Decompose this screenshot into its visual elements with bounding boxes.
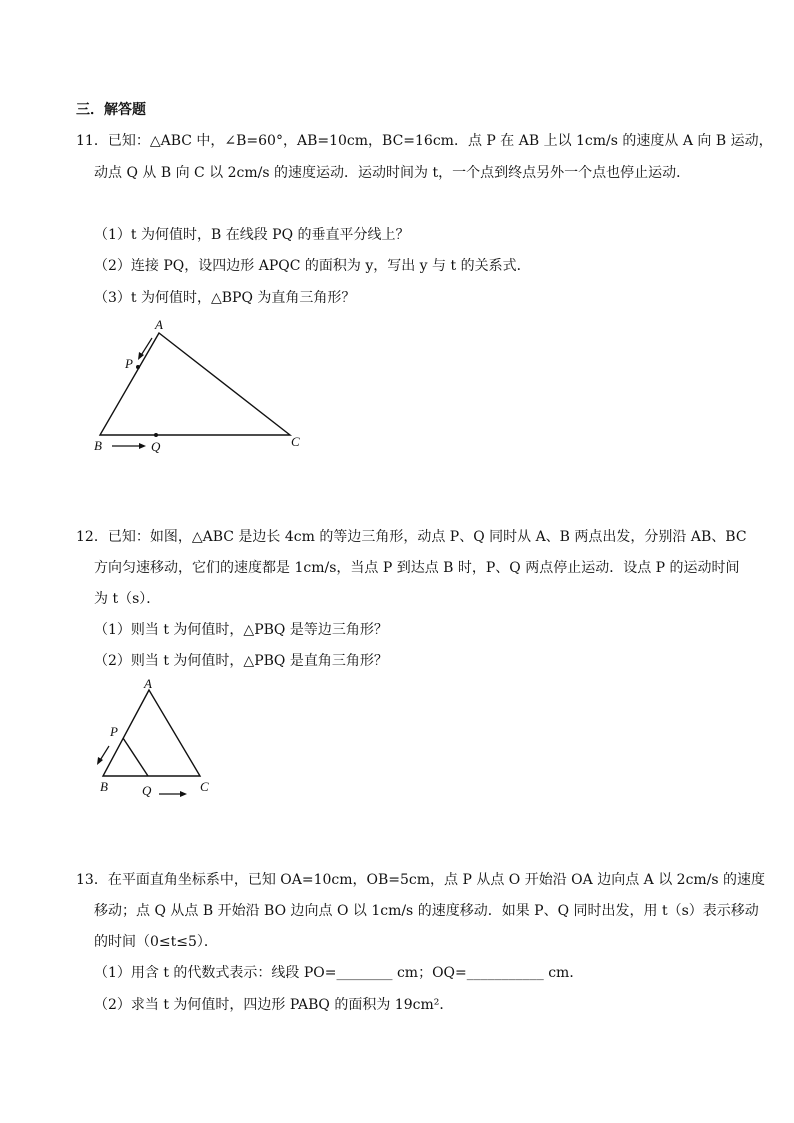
problem-12-figure bbox=[88, 676, 228, 804]
label-q: Q bbox=[151, 439, 161, 454]
triangle-abc bbox=[100, 333, 290, 435]
problem-11-line-2: 动点 Q 从 B 向 C 以 2cm/s 的速度运动．运动时间为 t，一个点到终点另外一个点也停止运动． bbox=[94, 165, 691, 181]
problem-11-question-2: （2）连接 PQ，设四边形 APQC 的面积为 y，写出 y 与 t 的关系式． bbox=[94, 258, 531, 274]
problem-13-line-1: 13．在平面直角坐标系中，已知 OA=10cm，OB=5cm，点 P 从点 O 开始沿 OA 边向点 A 以 2cm/s 的速度 bbox=[76, 872, 766, 888]
label-b: B bbox=[94, 438, 102, 453]
problem-12-line-3: 为 t（s）． bbox=[94, 591, 161, 607]
arrow-p-icon bbox=[97, 746, 109, 765]
label-b: B bbox=[100, 779, 108, 794]
problem-12-question-2: （2）则当 t 为何值时，△PBQ 是直角三角形？ bbox=[94, 653, 388, 669]
segment-pq bbox=[123, 738, 148, 776]
section-heading: 三．解答题 bbox=[76, 102, 146, 118]
label-p: P bbox=[125, 356, 133, 371]
problem-11-question-1: （1）t 为何值时，B 在线段 PQ 的垂直平分线上？ bbox=[94, 227, 410, 243]
arrow-q-icon bbox=[112, 443, 146, 449]
problem-12-line-1: 12．已知：如图，△ABC 是边长 4cm 的等边三角形，动点 P、Q 同时从 A、B 两点出发，分别沿 AB、BC bbox=[76, 529, 747, 545]
label-p: P bbox=[110, 724, 118, 739]
problem-13-question-1: （1）用含 t 的代数式表示：线段 PO=________ cm；OQ=___________ cm． bbox=[94, 965, 584, 981]
label-q: Q bbox=[142, 783, 152, 798]
label-a: A bbox=[155, 317, 163, 332]
problem-12-line-2: 方向匀速移动，它们的速度都是 1cm/s，当点 P 到达点 B 时，P、Q 两点停止运动．设点 P 的运动时间 bbox=[94, 560, 740, 576]
problem-11-figure bbox=[88, 312, 318, 460]
point-p bbox=[136, 365, 140, 369]
problem-13-line-3: 的时间（0≤t≤5）． bbox=[94, 934, 218, 950]
problem-12-question-1: （1）则当 t 为何值时，△PBQ 是等边三角形？ bbox=[94, 622, 388, 638]
point-q bbox=[154, 433, 158, 437]
label-c: C bbox=[291, 434, 300, 449]
label-a: A bbox=[144, 676, 152, 691]
label-c: C bbox=[200, 779, 209, 794]
arrow-q-icon bbox=[159, 791, 187, 797]
problem-13-question-2: （2）求当 t 为何值时，四边形 PABQ 的面积为 19cm²． bbox=[94, 997, 454, 1013]
problem-11-line-1: 11．已知：△ABC 中，∠B=60°，AB=10cm，BC=16cm．点 P 在 AB 上以 1cm/s 的速度从 A 向 B 运动， bbox=[76, 133, 773, 149]
problem-11-question-3: （3）t 为何值时，△BPQ 为直角三角形？ bbox=[94, 290, 356, 306]
problem-13-line-2: 移动；点 Q 从点 B 开始沿 BO 边向点 O 以 1cm/s 的速度移动．如果 P、Q 同时出发，用 t（s）表示移动 bbox=[94, 903, 759, 919]
